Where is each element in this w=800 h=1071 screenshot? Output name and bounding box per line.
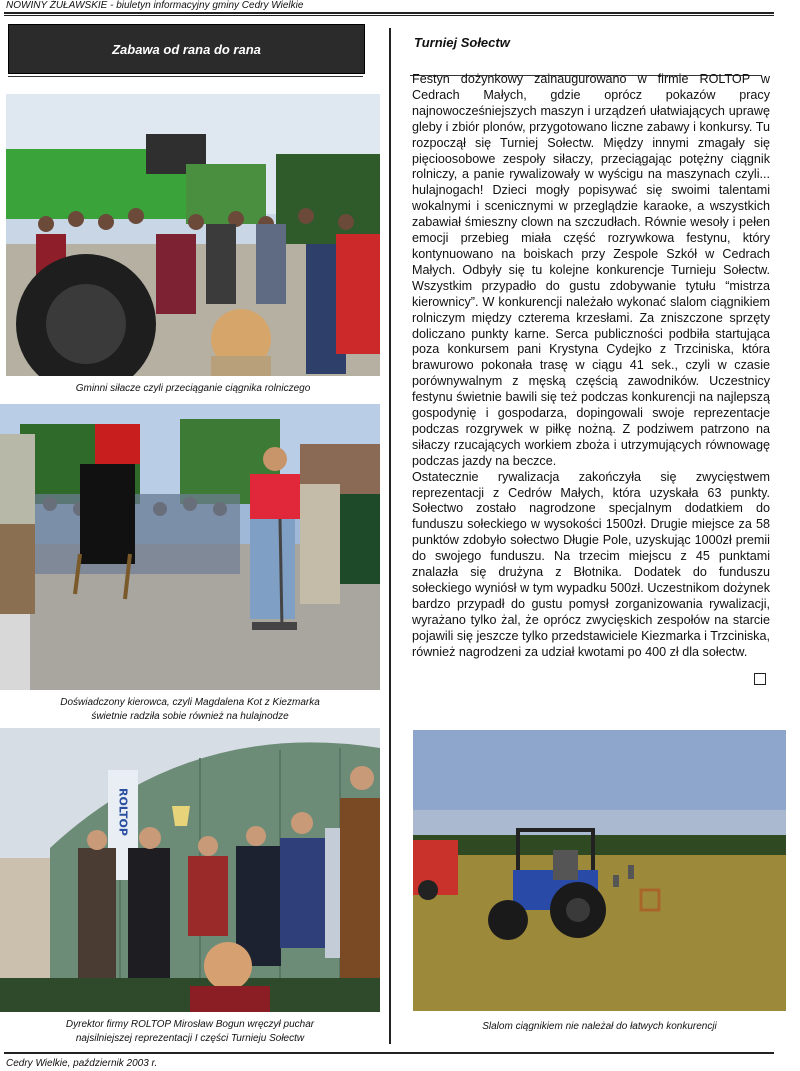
- photo-award-ceremony: [0, 728, 380, 1012]
- banner-text-roltop: ROLTOP: [116, 788, 130, 836]
- banner-underline: [8, 76, 363, 77]
- bottom-rule: [4, 1052, 774, 1054]
- article-body: [412, 72, 770, 661]
- section-banner: [8, 24, 365, 74]
- running-header: NOWINY ŻUŁAWSKIE - biuletyn informacyjny gminy Cedry Wielkie: [6, 0, 304, 11]
- top-rule: [4, 12, 774, 16]
- end-of-article-mark: [754, 673, 766, 685]
- photo-caption-scooter-line1: Doświadczony kierowca, czyli Magdalena Kot z Kiezmarka: [60, 697, 320, 708]
- article-paragraph: Ostatecznie rywalizacja zakończyła się zwycięstwem reprezentacji z Cedrów Małych, która uzyskała 63 punkty. Sołectwo zostało nagrodzone specjalnym dodatkiem do funduszu sołeckiego w wysokości 1500zł. Drugie miejsce za 58 punktów zdobyło sołectwo Długie Pole, uzyskując 1000zł premii do swojego funduszu. Na trzecim miejscu z 45 punktami znalazła się drużyna z Błotnika. Dodatek do funduszu sołeckiego wyniósł w tym wypadku 500zł. Uczestnikom dożynek bardzo przypadł do gustu pomysł zorganizowania rywalizacji, wyrażano tylko żal, że oprócz zwycięskich zespołów na starcie pojawili się jeszcze tylko przedstawiciele Kiezmarka i Trzciniska, również nagrodzeni za udział kwotami po 400 zł dla sołectw.: [412, 469, 770, 659]
- photo-caption-tug-of-war: Gminni siłacze czyli przeciąganie ciągnika rolniczego: [75, 383, 311, 394]
- photo-tug-of-war: [6, 94, 380, 376]
- photo-caption-award-line1: Dyrektor firmy ROLTOP Mirosław Bogun wręczył puchar: [65, 1019, 315, 1030]
- footer-text: Cedry Wielkie, październik 2003 r.: [6, 1058, 158, 1069]
- article-title: Turniej Sołectw: [414, 35, 510, 50]
- section-banner-title: Zabawa od rana do rana: [112, 41, 261, 57]
- photo-tractor-slalom: [413, 730, 786, 1011]
- article-paragraph: Festyn dożynkowy zainaugurowano w firmie ROLTOP w Cedrach Małych, gdzie oprócz pokazów pracy najnowocześniejszych maszyn i urządzeń ułatwiających uprawę gleby i zbiór plonów, przygotowano liczne zabawy i konkursy. Tu rozpoczął się Turniej Sołectw. Między innymi zmagały się pięcioosobowe zespoły siłaczy, przeciągając potężny ciągnik rolniczy, a panie rywalizowały w wyścigu na maszynach czyli... hulajnogach! Dzieci mogły popisywać się swoimi talentami wokalnymi i scenicznymi w przeglądzie karaoke, a wszystkich zabawiał śmieszny clown na szczudłach. Równie wesoły i pełen emocji przebieg miała część rozrywkowa festynu, który kontynuowano na boiskach przy Zespole Szkół w Cedrach Małych. Odbyły się tu kolejne konkurencje Turnieju Sołectw. Wszystkim przypadło do gustu zdobywanie tytułu “mistrza kierownicy”. W konkurencji należało wykonać slalom ciągnikiem rolniczym między czterema krzesłami. Za zniszczone sprzęty doliczano punkty karne. Serca publiczności podbiła startująca poza konkursem pani Krystyna Cydejko z Trzciniska, która brawurowo pokonała trasę w ciągu 41 sek., czyli w czasie porównywalnym z męską częścią zawodników. Uczestnicy festynu świetnie bawili się też podczas konkurencji na najlepszą gospodynię i gospodarza, dopingowali swoje reprezentacje podczas rozgrywek w piłkę nożną. Z podziwem patrzono na siłaczy rzucających workiem zboża i utrzymujących równowagę podczas jazdy na beczce.: [412, 72, 770, 468]
- photo-caption-tractor: Slalom ciągnikiem nie należał do łatwych konkurencji: [482, 1021, 717, 1032]
- photo-caption-award-line2: najsilniejszej reprezentacji I części Turnieju Sołectw: [75, 1033, 305, 1044]
- column-divider: [389, 28, 391, 1044]
- photo-caption-scooter: [0, 696, 380, 724]
- photo-scooter-race: [0, 404, 380, 690]
- photo-caption-award: [0, 1018, 380, 1046]
- photo-caption-scooter-line2: świetnie radziła sobie również na hulajnodze: [91, 711, 289, 722]
